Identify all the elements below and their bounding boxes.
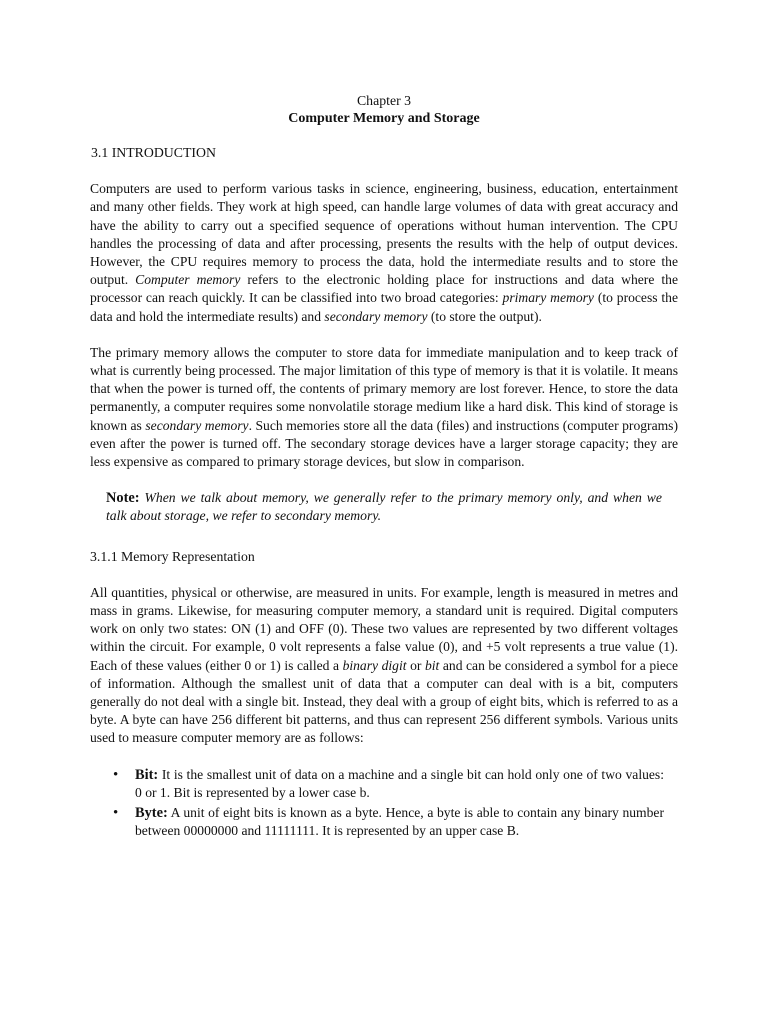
section-heading-introduction: 3.1 INTRODUCTION — [91, 145, 216, 160]
intro-p1-text-3: (to process the data and hold the intermediate results) and — [90, 290, 678, 324]
bullet-icon: • — [113, 805, 119, 822]
intro-paragraph-2 — [90, 344, 678, 471]
term-secondary-memory: secondary memory — [324, 308, 428, 324]
list-item-byte — [90, 804, 678, 840]
term-primary-memory: primary memory — [502, 290, 594, 306]
term-secondary-memory-2: secondary memory — [145, 417, 249, 433]
memory-representation-paragraph — [90, 584, 678, 748]
list-item-bit — [90, 766, 678, 802]
document-page — [90, 92, 678, 843]
byte-description: A unit of eight bits is known as a byte. Hence, a byte is able to contain any binary number between 00000000 and 11111111. It is represented by an upper case B. — [135, 805, 664, 839]
memory-units-list — [90, 766, 678, 841]
intro-paragraph-1 — [90, 180, 678, 326]
chapter-title: Computer Memory and Storage — [288, 111, 480, 126]
intro-p1-text-4: (to store the output). — [430, 308, 542, 324]
term-byte-label: Byte: — [135, 805, 168, 822]
intro-p2-text-2: . Such memories store all the data (files) and instructions (computer programs) even after the power is turned off. The secondary storage devices have a larger storage capacity; they are less expensive as compared to primary storage devices, but slow in comparison. — [90, 417, 678, 470]
term-bit: bit — [424, 657, 440, 673]
memrep-or: or — [410, 657, 422, 673]
term-binary-digit: binary digit — [342, 657, 407, 673]
bullet-icon: • — [113, 766, 119, 783]
term-bit-label: Bit: — [135, 766, 159, 783]
chapter-label: Chapter 3 — [356, 93, 412, 108]
memrep-text-1: All quantities, physical or otherwise, are measured in units. For example, length is measured in metres and mass in grams. Likewise, for measuring computer memory, a standard unit is required. Digital computers work on only two states: ON (1) and OFF (0). These two values are represented by two different voltages within the circuit. For example, 0 volt represents a false value (0), and +5 volt represents a true value (1). Each of these values (either 0 or 1) is called a — [90, 584, 678, 673]
subsection-heading-memory-representation: 3.1.1 Memory Representation — [90, 548, 255, 564]
intro-p2-text-1: The primary memory allows the computer to store data for immediate manipulation and to keep track of what is currently being processed. The major limitation of this type of memory is that it is volatile. It means that when the power is turned off, the contents of primary memory are lost forever. Hence, to store the data permanently, a computer requires some nonvolatile storage medium like a hard disk. This kind of storage is known as — [90, 344, 678, 433]
bit-description: It is the smallest unit of data on a machine and a single bit can hold only one of two values: 0 or 1. Bit is represented by a lower case b. — [135, 766, 664, 800]
term-computer-memory: Computer memory — [135, 272, 241, 288]
memrep-text-2: and can be considered a symbol for a piece of information. Although the smallest unit of data that a computer can deal with is a bit, computers generally do not deal with a single bit. Instead, they deal with a group of eight bits, which is referred to as a byte. A byte can have 256 different bit patterns, and thus can represent 256 different symbols. Various units used to measure computer memory are as follows: — [90, 657, 678, 746]
note-text: When we talk about memory, we generally refer to the primary memory only, and when we talk about storage, we refer to secondary memory. — [106, 490, 662, 524]
intro-p1-text-2: refers to the electronic holding place for instructions and data where the processor can reach quickly. It can be classified into two broad categories: — [90, 272, 678, 306]
note-label: Note: — [106, 490, 140, 507]
note-box — [106, 489, 662, 525]
intro-p1-text-1: Computers are used to perform various tasks in science, engineering, business, education, entertainment and many other fields. They work at high speed, can handle large volumes of data with great accuracy and have the ability to carry out a specified sequence of operations without human intervention. The CPU handles the processing of data and after processing, presents the results with the help of output devices. However, the CPU requires memory to process the data, hold the intermediate results and to store the output. — [90, 181, 678, 288]
